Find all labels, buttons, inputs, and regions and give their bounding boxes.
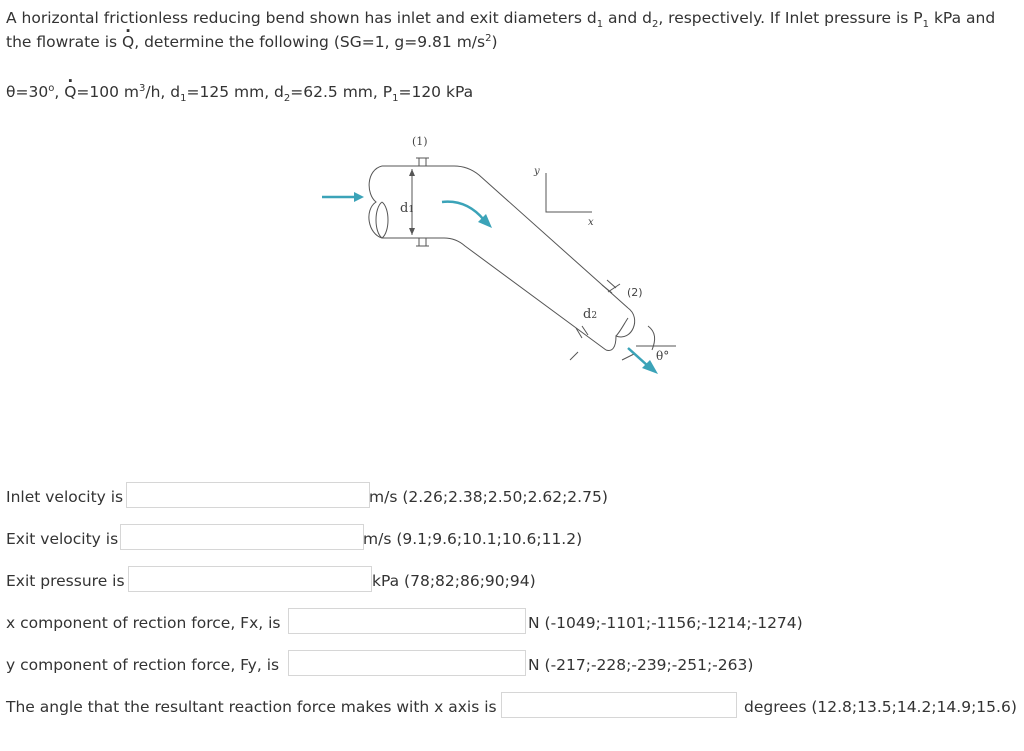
label-section-2: (2)	[627, 286, 643, 299]
exit-pressure-label: Exit pressure is	[6, 572, 125, 590]
exit-pressure-unit: kPa (78;82;86;90;94)	[372, 572, 536, 590]
axis-y-label: y	[534, 166, 540, 177]
inlet-break-inner	[376, 202, 388, 238]
exit-velocity-input[interactable]	[120, 524, 364, 550]
exit-pressure-input[interactable]	[128, 566, 372, 592]
outlet-break	[606, 308, 635, 350]
inlet-break-outer	[369, 166, 382, 238]
fy-label: y component of rection force, Fy, is	[6, 656, 280, 674]
label-section-1: (1)	[412, 135, 428, 148]
fx-label: x component of rection force, Fx, is	[6, 614, 281, 632]
angle-unit: degrees (12.8;13.5;14.2;14.9;15.6)	[744, 698, 1017, 716]
svg-text:d2: d2	[583, 307, 598, 322]
theta-label: θ°	[656, 349, 670, 363]
pipe-lower-wall	[382, 238, 606, 350]
exit-velocity-unit: m/s (9.1;9.6;10.1;10.6;11.2)	[363, 530, 583, 548]
label-d2: d	[583, 307, 592, 322]
angle-label: The angle that the resultant reaction force makes with x axis is	[6, 698, 497, 716]
fy-unit: N (-217;-228;-239;-251;-263)	[528, 656, 754, 674]
flowrate-symbol: · Q	[122, 30, 134, 54]
flange-1-top	[416, 158, 429, 166]
given-parameters: $\theta=30^o$, · Q=100 $m^3/h$, $d_1=125$ mm, $d_2=62.5$ mm, $P_1=120$ kPa	[6, 80, 473, 104]
problem-statement: A horizontal frictionless reducing bend shown has inlet and exit diameters $d_1$ and $d_2$, respectively. If Inlet pressure is $P_1$ kPa and the flowrate is · Q, determine the following (SG=1, g=9.81 $m/s^2$)	[6, 6, 1018, 54]
inlet-velocity-label: Inlet velocity is	[6, 488, 124, 506]
angle-input[interactable]	[501, 692, 737, 718]
fx-input[interactable]	[288, 608, 526, 634]
inlet-velocity-input[interactable]	[126, 482, 370, 508]
pipe-upper-wall	[382, 166, 628, 308]
flange-1-bottom	[416, 238, 429, 246]
axis-x-label: x	[588, 217, 594, 228]
svg-text:d1: d1	[400, 201, 415, 216]
outlet-break-inner	[616, 318, 628, 336]
fx-unit: N (-1049;-1101;-1156;-1214;-1274)	[528, 614, 803, 632]
label-d1: d	[400, 201, 409, 216]
flow-arrow-icon	[322, 192, 658, 374]
exit-velocity-label: Exit velocity is	[6, 530, 119, 548]
reducing-bend-diagram	[316, 128, 696, 378]
fy-input[interactable]	[288, 650, 526, 676]
inlet-velocity-unit: m/s (2.26;2.38;2.50;2.62;2.75)	[369, 488, 608, 506]
axes-icon	[546, 173, 592, 212]
